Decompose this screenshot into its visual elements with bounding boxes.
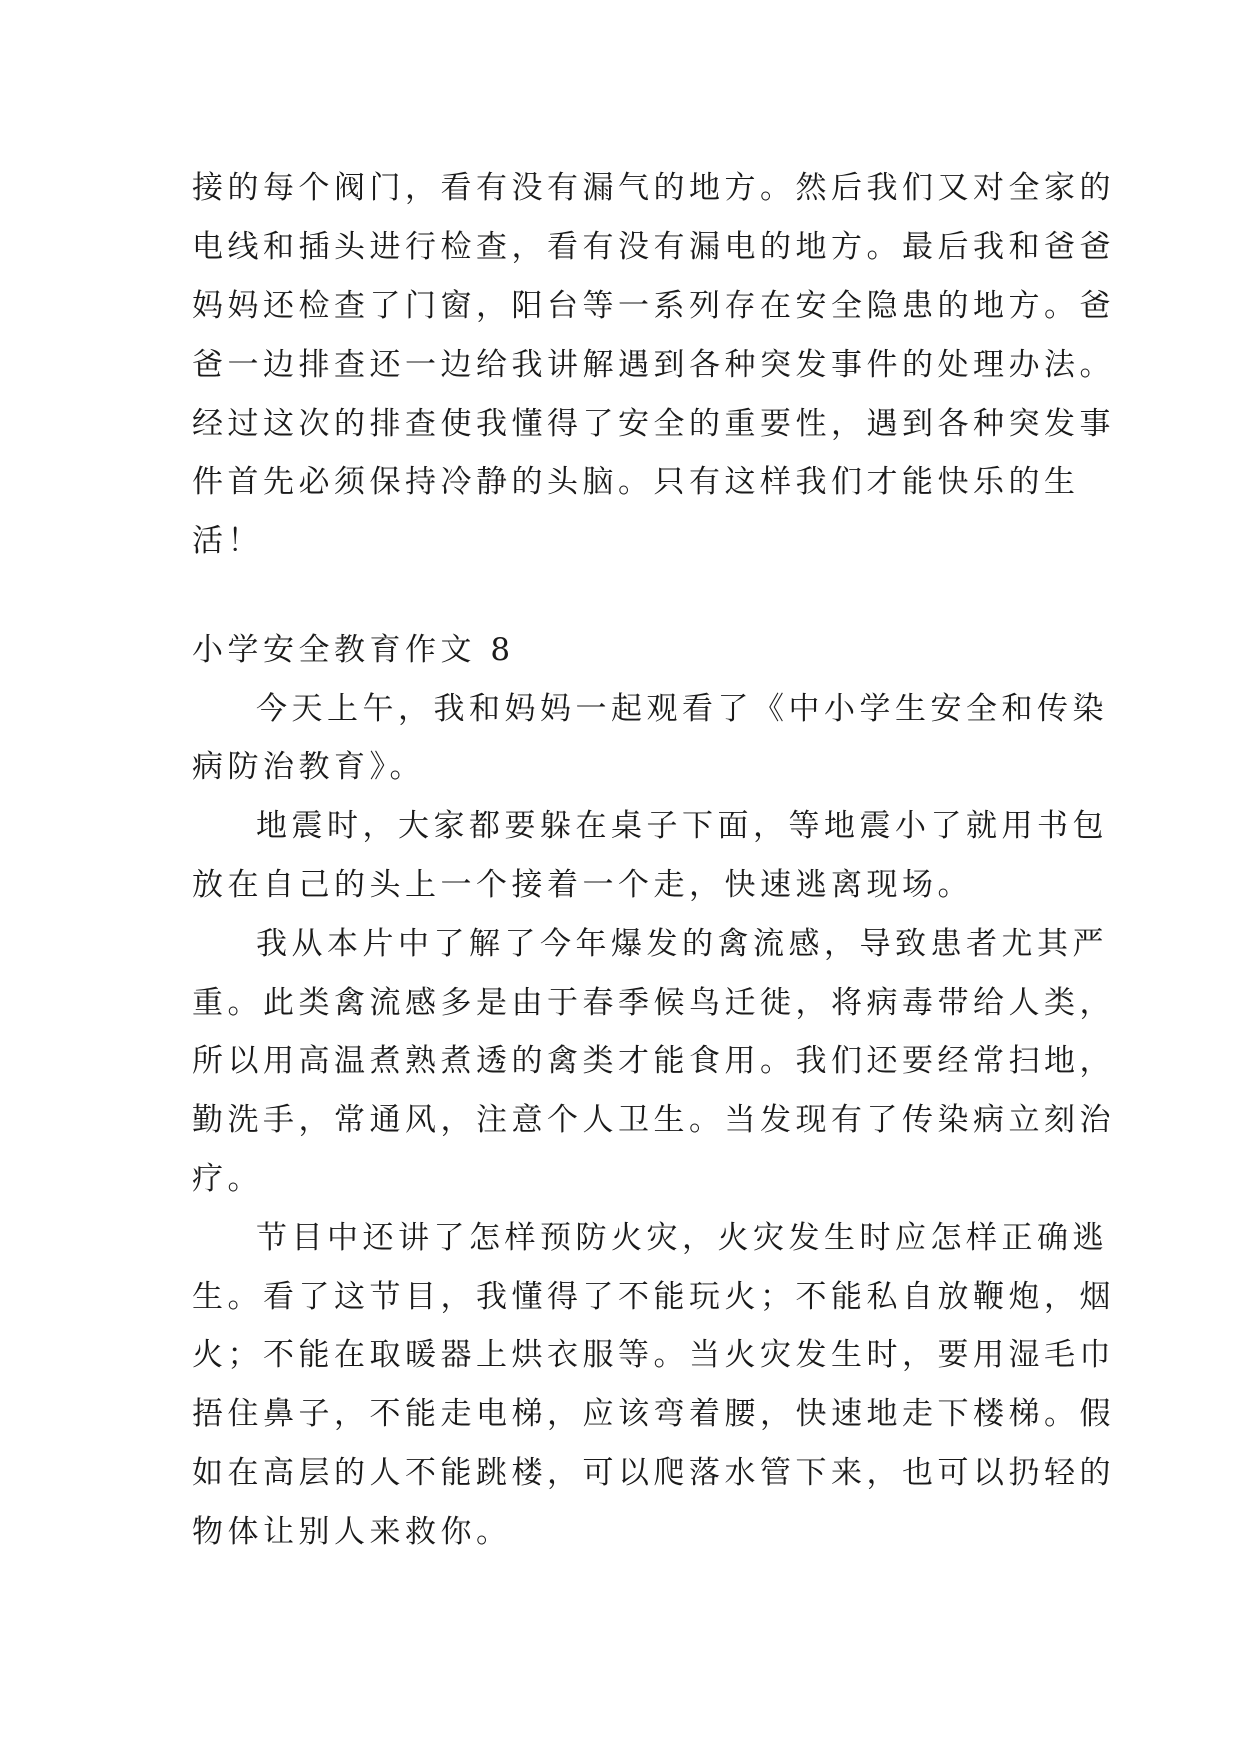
paragraph-4-line-6: 物体让别人来救你。: [192, 1514, 512, 1550]
intro-line-2: 电线和插头进行检查，看有没有漏电的地方。最后我和爸爸: [192, 229, 1115, 265]
paragraph-1-line-1: 今天上午，我和妈妈一起观看了《中小学生安全和传染: [256, 691, 1108, 727]
paragraph-2-line-1: 地震时，大家都要躲在桌子下面，等地震小了就用书包: [256, 808, 1108, 844]
intro-line-1: 接的每个阀门，看有没有漏气的地方。然后我们又对全家的: [192, 170, 1115, 206]
section-heading: 小学安全教育作文 8: [192, 632, 515, 668]
paragraph-3-line-2: 重。此类禽流感多是由于春季候鸟迁徙，将病毒带给人类，: [192, 985, 1115, 1021]
intro-line-4: 爸一边排查还一边给我讲解遇到各种突发事件的处理办法。: [192, 347, 1115, 383]
intro-line-7: 活！: [192, 523, 263, 559]
intro-line-5: 经过这次的排查使我懂得了安全的重要性，遇到各种突发事: [192, 406, 1115, 442]
paragraph-4-line-4: 捂住鼻子，不能走电梯，应该弯着腰，快速地走下楼梯。假: [192, 1396, 1115, 1432]
paragraph-3-line-4: 勤洗手，常通风，注意个人卫生。当发现有了传染病立刻治: [192, 1102, 1115, 1138]
paragraph-4-line-5: 如在高层的人不能跳楼，可以爬落水管下来，也可以扔轻的: [192, 1455, 1115, 1491]
intro-line-6: 件首先必须保持冷静的头脑。只有这样我们才能快乐的生: [192, 464, 1080, 500]
paragraph-4-line-2: 生。看了这节目，我懂得了不能玩火；不能私自放鞭炮，烟: [192, 1279, 1115, 1315]
paragraph-3-line-5: 疗。: [192, 1161, 263, 1197]
paragraph-4-line-3: 火；不能在取暖器上烘衣服等。当火灾发生时，要用湿毛巾: [192, 1337, 1115, 1373]
paragraph-3-line-1: 我从本片中了解了今年爆发的禽流感，导致患者尤其严: [256, 926, 1108, 962]
paragraph-3-line-3: 所以用高温煮熟煮透的禽类才能食用。我们还要经常扫地，: [192, 1043, 1115, 1079]
paragraph-4-line-1: 节目中还讲了怎样预防火灾，火灾发生时应怎样正确逃: [256, 1220, 1108, 1256]
paragraph-2-line-2: 放在自己的头上一个接着一个走，快速逃离现场。: [192, 867, 973, 903]
paragraph-1-line-2: 病防治教育》。: [192, 749, 425, 785]
intro-line-3: 妈妈还检查了门窗，阳台等一系列存在安全隐患的地方。爸: [192, 288, 1115, 324]
